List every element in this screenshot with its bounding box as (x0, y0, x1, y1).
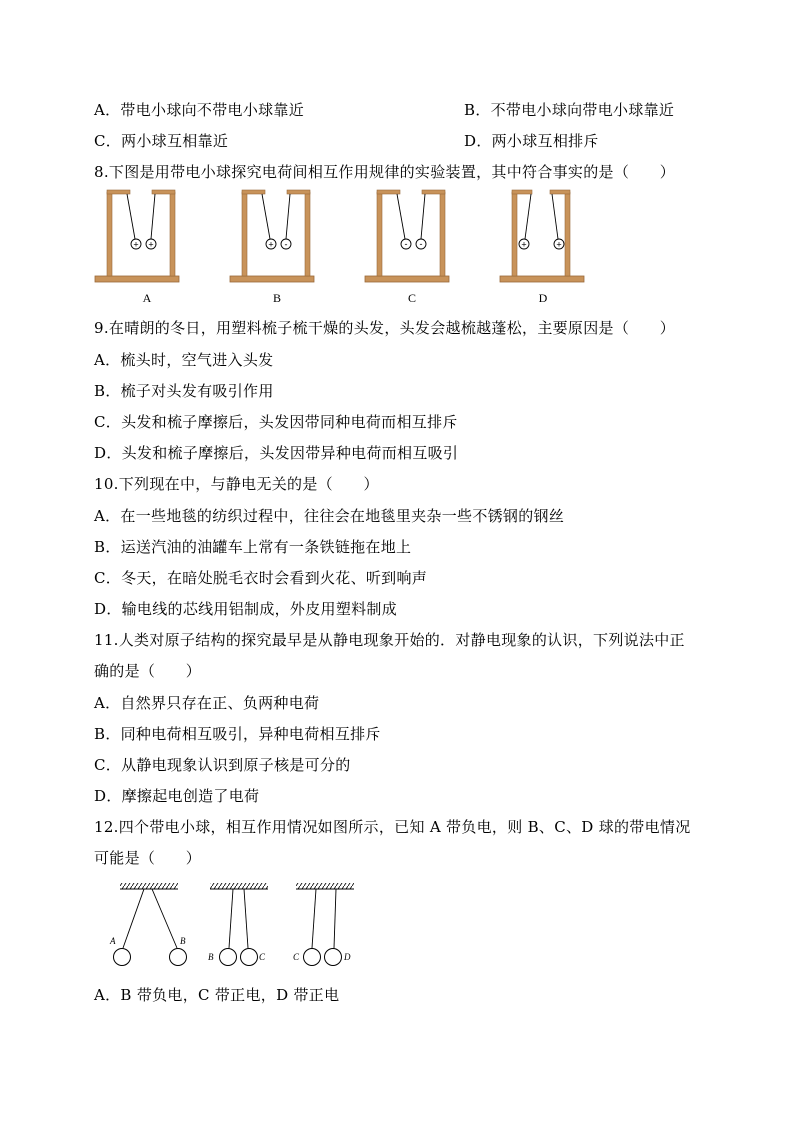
q7-options-row-2 (94, 131, 599, 151)
stand-label: A (142, 291, 152, 305)
q10-option-a[interactable]: A．在一些地毯的纺织过程中，往往会在地毯里夹杂一些不锈钢的钢丝 (94, 507, 565, 525)
ball-charge: + (556, 239, 562, 250)
q9-option-d[interactable]: D．头发和梳子摩擦后，头发因带异种电荷而相互吸引 (94, 444, 459, 462)
q12-figure (104, 880, 364, 970)
string (421, 194, 425, 239)
pair-a-b (109, 883, 187, 966)
pair-b-c (208, 883, 268, 966)
q10-option-c[interactable]: C．冬天，在暗处脱毛衣时会看到火花、听到响声 (94, 569, 428, 587)
stand-base (365, 276, 449, 282)
q11-option-b[interactable]: B．同种电荷相互吸引，异种电荷相互排斥 (94, 725, 381, 743)
q10-option-b[interactable]: B．运送汽油的油罐车上常有一条铁链拖在地上 (94, 538, 412, 556)
stand-b (230, 190, 314, 305)
ceiling-hatch (120, 883, 178, 889)
ceiling-hatch (210, 883, 268, 889)
ceiling-hatch (296, 883, 354, 889)
ball-label: C (293, 952, 300, 962)
stand-crossbar-left (512, 190, 532, 194)
string (397, 194, 405, 239)
stand-label: C (407, 291, 417, 305)
string (312, 889, 316, 948)
q11-option-a[interactable]: A．自然界只存在正、负两种电荷 (94, 694, 320, 712)
ball-charge: - (419, 239, 423, 249)
string (286, 194, 290, 239)
stand-d (500, 190, 584, 305)
q7-options-row-1 (94, 100, 675, 120)
string (525, 194, 531, 239)
ball (325, 949, 342, 966)
ball (241, 949, 258, 966)
string (244, 889, 248, 948)
stand-pole-right (305, 192, 310, 276)
q12-stem-line-2: 可能是（ ） (94, 849, 202, 867)
q11-stem-line-1: 11.人类对原子结构的探究最早是从静电现象开始的．对静电现象的认识，下列说法中正 (94, 631, 685, 649)
stand-crossbar-left (377, 190, 400, 194)
stand-label: B (272, 291, 282, 305)
string (127, 194, 135, 239)
stand-label: D (538, 291, 548, 305)
q10-option-d[interactable]: D．输电线的芯线用铝制成，外皮用塑料制成 (94, 600, 398, 618)
q7-option-c[interactable]: C．两小球互相靠近 (94, 132, 229, 150)
q11-option-c[interactable]: C．从静电现象认识到原子核是可分的 (94, 756, 351, 774)
stand-pole-left (242, 192, 247, 276)
stand-base (230, 276, 314, 282)
string (262, 194, 270, 239)
stand-base (500, 276, 584, 282)
stand-crossbar-left (107, 190, 130, 194)
ball-charge: + (268, 239, 274, 250)
stand-pole-left (512, 192, 517, 276)
stand-crossbar-right (287, 190, 310, 194)
stand-crossbar-right (152, 190, 175, 194)
pair-c-d (293, 883, 354, 966)
q8-figure (92, 186, 592, 308)
stand-a (95, 190, 179, 305)
ball-label: D (344, 952, 351, 962)
ball-label: A (110, 936, 116, 946)
q9-option-a[interactable]: A．梳头时，空气进入头发 (94, 351, 274, 369)
ball-label: B (180, 936, 186, 946)
stand-pole-left (377, 192, 382, 276)
string (151, 194, 155, 239)
stand-pole-right (170, 192, 175, 276)
ball-charge: + (133, 239, 139, 250)
q12-stem-line-1: 12.四个带电小球，相互作用情况如图所示，已知 A 带负电，则 B、C、D 球的带电情况 (94, 818, 691, 836)
ball (170, 949, 187, 966)
q11-stem-line-2: 确的是（ ） (94, 662, 202, 680)
string (552, 194, 558, 239)
q8-stem: 8.下图是用带电小球探究电荷间相互作用规律的实验装置，其中符合事实的是（ ） (94, 163, 676, 181)
q7-option-a[interactable]: A．带电小球向不带电小球靠近 (94, 101, 305, 119)
ball-label: B (208, 952, 214, 962)
q7-option-b[interactable]: B．不带电小球向带电小球靠近 (464, 101, 675, 119)
stand-pole-right (440, 192, 445, 276)
string (229, 889, 233, 948)
stand-crossbar-right (550, 190, 570, 194)
q9-option-b[interactable]: B．梳子对头发有吸引作用 (94, 382, 274, 400)
ball (220, 949, 237, 966)
q11-option-d[interactable]: D．摩擦起电创造了电荷 (94, 787, 260, 805)
stand-pole-right (565, 192, 570, 276)
q10-stem: 10.下列现在中，与静电无关的是（ ） (94, 475, 379, 493)
string (334, 889, 336, 948)
stand-crossbar-right (422, 190, 445, 194)
ball-charge: + (148, 239, 154, 250)
ball (114, 949, 131, 966)
ball (304, 949, 321, 966)
stand-pole-left (107, 192, 112, 276)
ball-charge: - (404, 239, 408, 249)
q7-option-d[interactable]: D．两小球互相排斥 (464, 132, 599, 150)
q12-option-a[interactable]: A．B 带负电，C 带正电，D 带正电 (94, 986, 340, 1004)
string (123, 889, 144, 948)
stand-c (365, 190, 449, 305)
stand-crossbar-left (242, 190, 265, 194)
string (152, 889, 177, 948)
ball-charge: + (521, 239, 527, 250)
ball-charge: - (284, 239, 288, 250)
q9-stem: 9.在晴朗的冬日，用塑料梳子梳干燥的头发，头发会越梳越蓬松，主要原因是（ ） (94, 319, 676, 337)
stand-base (95, 276, 179, 282)
ball-label: C (259, 952, 266, 962)
q9-option-c[interactable]: C．头发和梳子摩擦后，头发因带同种电荷而相互排斥 (94, 413, 458, 431)
